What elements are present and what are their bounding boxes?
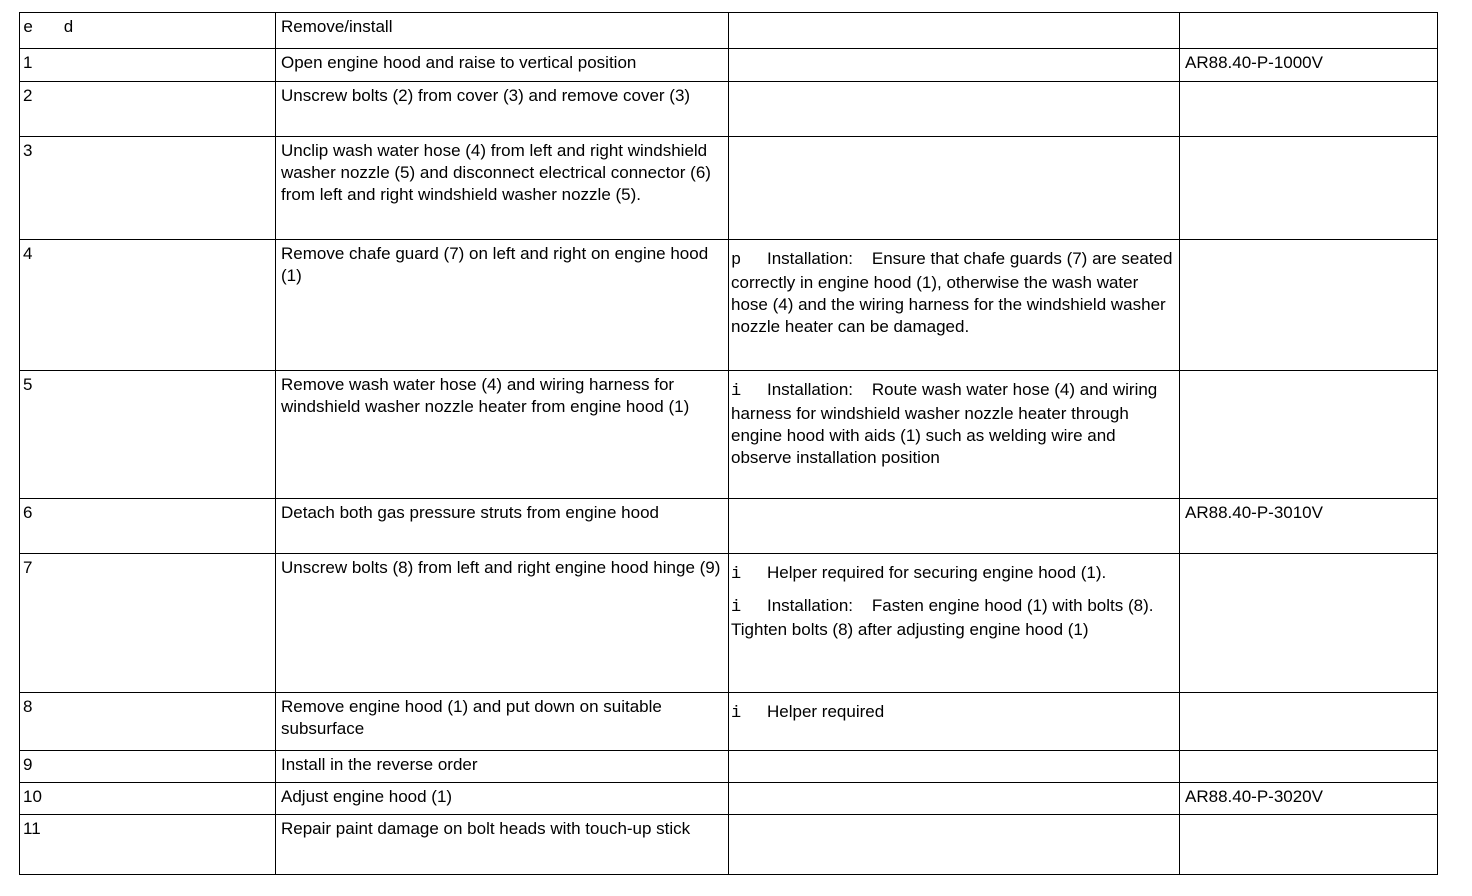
caution-icon: p xyxy=(731,251,742,270)
reference-code xyxy=(1180,751,1438,783)
info-icon: i xyxy=(731,382,742,401)
note-item xyxy=(731,379,1174,469)
step-number: 2 xyxy=(20,82,276,137)
note-text: Helper required for securing engine hood (1). xyxy=(767,563,1107,582)
note-cell xyxy=(729,751,1180,783)
note-cell xyxy=(729,240,1180,371)
action-text: Unclip wash water hose (4) from left and right windshield washer nozzle (5) and disconnect electrical connector (6) from left and right windshield washer nozzle (5). xyxy=(276,137,729,240)
step-number: 1 xyxy=(20,49,276,82)
action-text: Remove wash water hose (4) and wiring harness for windshield washer nozzle heater from engine hood (1) xyxy=(276,371,729,499)
note-text: Helper required xyxy=(767,702,885,721)
reference-code xyxy=(1180,371,1438,499)
note-item xyxy=(731,562,1174,586)
info-icon: i xyxy=(731,598,742,617)
table-row xyxy=(20,240,1438,371)
step-number: 4 xyxy=(20,240,276,371)
action-text: Install in the reverse order xyxy=(276,751,729,783)
table-row xyxy=(20,554,1438,693)
action-text: Unscrew bolts (8) from left and right engine hood hinge (9) xyxy=(276,554,729,693)
header-action-cell xyxy=(276,13,729,49)
action-text: Remove chafe guard (7) on left and right on engine hood (1) xyxy=(276,240,729,371)
reference-code xyxy=(1180,693,1438,751)
reference-code: AR88.40-P-3010V xyxy=(1180,499,1438,554)
header-note-cell xyxy=(729,13,1180,49)
note-cell xyxy=(729,371,1180,499)
info-icon: i xyxy=(731,704,742,723)
reference-code: AR88.40-P-1000V xyxy=(1180,49,1438,82)
note-cell xyxy=(729,49,1180,82)
action-text: Unscrew bolts (2) from cover (3) and remove cover (3) xyxy=(276,82,729,137)
reference-code xyxy=(1180,82,1438,137)
header-step-cell xyxy=(20,13,276,49)
procedure-table xyxy=(19,12,1438,875)
note-cell xyxy=(729,815,1180,875)
header-ref-cell xyxy=(1180,13,1438,49)
note-cell xyxy=(729,554,1180,693)
note-item xyxy=(731,595,1174,641)
table-row xyxy=(20,82,1438,137)
note-text: Installation: Ensure that chafe guards (7) are seated correctly in engine hood (1), otherwise the wash water hose (4) and the wiring harness for the windshield washer nozzle heater can be damaged. xyxy=(731,249,1178,336)
note-text: Installation: Route wash water hose (4) and wiring harness for windshield washer nozzle heater through engine hood with aids (1) such as welding wire and observe installation position xyxy=(731,380,1162,467)
table-row xyxy=(20,693,1438,751)
step-number: 11 xyxy=(20,815,276,875)
note-cell xyxy=(729,82,1180,137)
note-cell xyxy=(729,693,1180,751)
step-number: 5 xyxy=(20,371,276,499)
note-text: Installation: Fasten engine hood (1) with bolts (8). Tighten bolts (8) after adjusting engine hood (1) xyxy=(731,596,1158,639)
reference-code xyxy=(1180,240,1438,371)
step-number: 9 xyxy=(20,751,276,783)
table-row xyxy=(20,815,1438,875)
step-number: 7 xyxy=(20,554,276,693)
note-item xyxy=(731,248,1178,338)
info-icon: i xyxy=(731,565,742,584)
table-header-row xyxy=(20,13,1438,49)
action-text: Adjust engine hood (1) xyxy=(276,783,729,815)
note-cell xyxy=(729,783,1180,815)
table-row xyxy=(20,499,1438,554)
action-text: Open engine hood and raise to vertical position xyxy=(276,49,729,82)
step-number: 10 xyxy=(20,783,276,815)
reference-code xyxy=(1180,815,1438,875)
table-row xyxy=(20,751,1438,783)
step-number: 3 xyxy=(20,137,276,240)
table-row xyxy=(20,783,1438,815)
table-row xyxy=(20,137,1438,240)
table-row xyxy=(20,371,1438,499)
action-text: Detach both gas pressure struts from engine hood xyxy=(276,499,729,554)
header-action-label: Remove/install xyxy=(281,17,393,36)
reference-code: AR88.40-P-3020V xyxy=(1180,783,1438,815)
note-item xyxy=(731,701,1174,725)
note-cell xyxy=(729,137,1180,240)
step-number: 8 xyxy=(20,693,276,751)
reference-code xyxy=(1180,554,1438,693)
step-number: 6 xyxy=(20,499,276,554)
table-row xyxy=(20,49,1438,82)
action-text: Repair paint damage on bolt heads with touch-up stick xyxy=(276,815,729,875)
reference-code xyxy=(1180,137,1438,240)
header-step-label: e d xyxy=(23,19,84,38)
action-text: Remove engine hood (1) and put down on suitable subsurface xyxy=(276,693,729,751)
note-cell xyxy=(729,499,1180,554)
